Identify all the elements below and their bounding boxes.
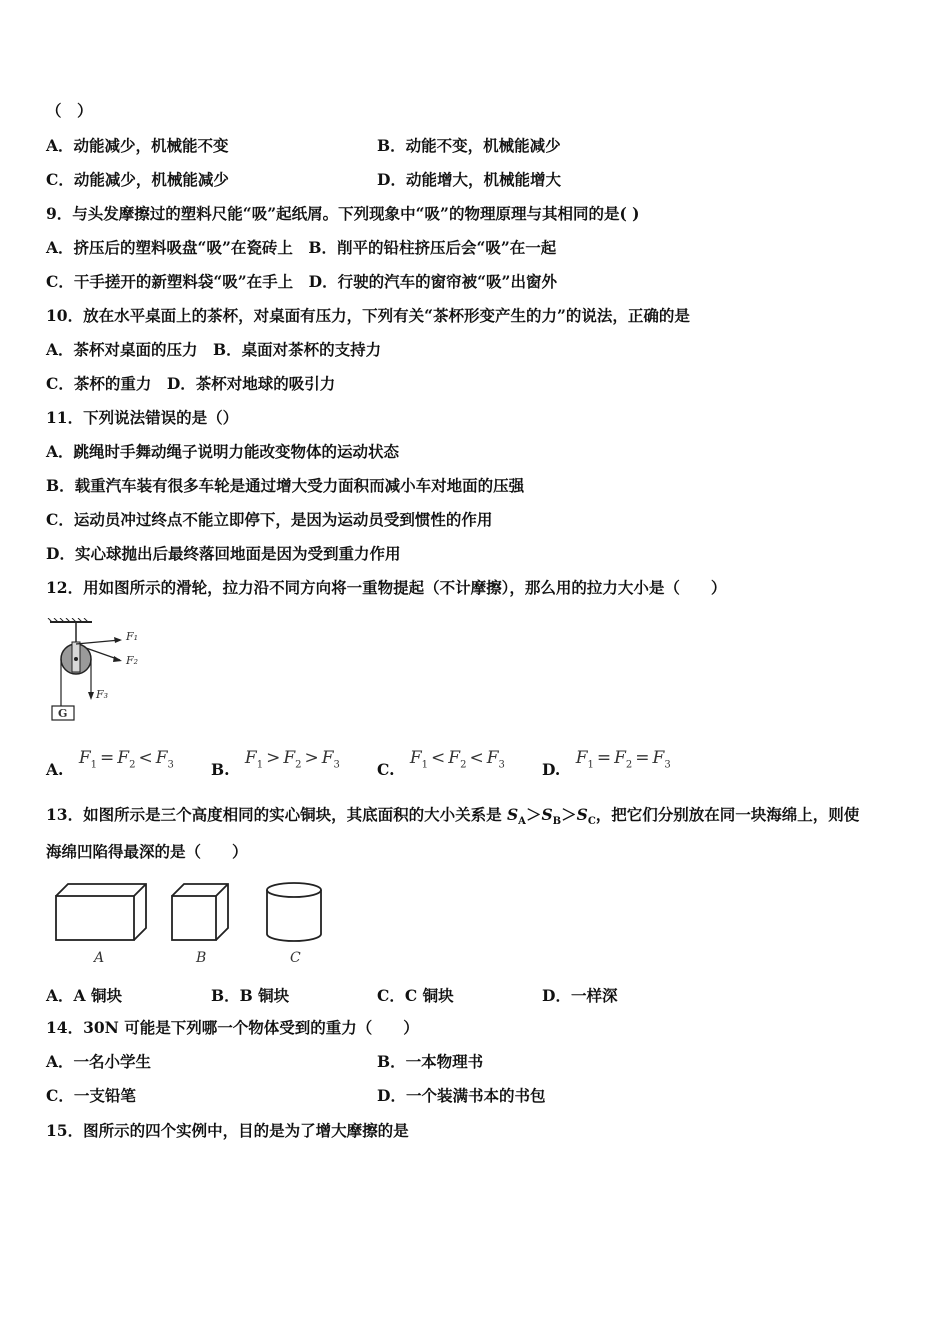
q9-options-cd: C．干手搓开的新塑料袋“吸”在手上 D．行驶的汽车的窗帘被“吸”出窗外 xyxy=(46,272,557,291)
q10-options-ab: A．茶杯对桌面的压力 B．桌面对茶杯的支持力 xyxy=(46,340,382,359)
q11-stem: 11．下列说法错误的是（） xyxy=(46,408,239,427)
q11-option-b: B．载重汽车装有很多车轮是通过增大受力面积而减小车对地面的压强 xyxy=(46,476,525,495)
pulley-figure xyxy=(46,618,146,722)
q12-option-a-letter: A. xyxy=(46,760,64,779)
q15-stem: 15．图所示的四个实例中，目的是为了增大摩擦的是 xyxy=(46,1121,409,1140)
q12-option-c-letter: C. xyxy=(377,760,395,779)
q14-stem: 14．30N 可能是下列哪一个物体受到的重力（ ） xyxy=(46,1018,419,1037)
q14-option-d: D．一个装满书本的书包 xyxy=(377,1086,546,1105)
q8-option-a: A．动能减少，机械能不变 xyxy=(46,136,229,155)
copper-blocks-figure xyxy=(52,880,332,970)
q11-option-c: C．运动员冲过终点不能立即停下，是因为运动员受到惯性的作用 xyxy=(46,510,493,529)
q11-option-a: A．跳绳时手舞动绳子说明力能改变物体的运动状态 xyxy=(46,442,400,461)
q12-stem: 12．用如图所示的滑轮，拉力沿不同方向将一重物提起（不计摩擦），那么用的拉力大小是（ ） xyxy=(46,578,727,597)
q8-paren: （ ） xyxy=(46,101,93,120)
pulley-label-g: G xyxy=(58,707,68,720)
q12-option-a xyxy=(46,748,174,779)
q8-option-c: C．动能减少，机械能减少 xyxy=(46,170,229,189)
q11-option-d: D．实心球抛出后最终落回地面是因为受到重力作用 xyxy=(46,544,401,563)
q12-option-b-letter: B. xyxy=(211,760,230,779)
q10-options-cd: C．茶杯的重力 D．茶杯对地球的吸引力 xyxy=(46,374,336,393)
q9-stem: 9．与头发摩擦过的塑料尺能“吸”起纸屑。下列现象中“吸”的物理原理与其相同的是( ) xyxy=(46,204,640,223)
q12-option-b xyxy=(211,748,340,779)
q12-option-a-formula: $F_1 = F_2 < F_3$ xyxy=(78,748,174,771)
q14-option-b: B．一本物理书 xyxy=(377,1052,484,1071)
q9-options-ab: A．挤压后的塑料吸盘“吸”在瓷砖上 B．削平的铅柱挤压后会“吸”在一起 xyxy=(46,238,557,257)
q13-option-a: A．A 铜块 xyxy=(46,986,122,1005)
q13-stem: 13．如图所示是三个高度相同的实心铜块，其底面积的大小关系是 $S_A>S_B>S_C$，把它们分别放在同一块海绵上，则使 xyxy=(46,805,860,828)
pulley-label-f2: F₂ xyxy=(126,654,139,667)
q13-option-b: B．B 铜块 xyxy=(211,986,290,1005)
q12-option-c xyxy=(377,748,505,779)
q12-option-d-letter: D. xyxy=(542,760,561,779)
q8-option-d: D．动能增大，机械能增大 xyxy=(377,170,561,189)
copper-blocks-diagram xyxy=(52,880,332,950)
q13-stem-line2: 海绵凹陷得最深的是（ ） xyxy=(46,842,248,861)
block-label-b: B xyxy=(196,950,207,966)
q8-option-b: B．动能不变，机械能减少 xyxy=(377,136,561,155)
q14-option-a: A．一名小学生 xyxy=(46,1052,152,1071)
q13-option-d: D．一样深 xyxy=(542,986,618,1005)
q12-option-d-formula: $F_1 = F_2 = F_3$ xyxy=(575,748,671,771)
pulley-label-f1: F₁ xyxy=(126,630,139,643)
block-label-c: C xyxy=(290,950,301,966)
q12-option-b-formula: $F_1 > F_2 > F_3$ xyxy=(244,748,340,771)
block-label-a: A xyxy=(94,950,105,966)
q12-option-c-formula: $F_1 < F_2 < F_3$ xyxy=(409,748,505,771)
q10-stem: 10．放在水平桌面上的茶杯，对桌面有压力，下列有关“茶杯形变产生的力”的说法，正确的是 xyxy=(46,306,690,325)
q14-option-c: C．一支铅笔 xyxy=(46,1086,136,1105)
pulley-label-f3: F₃ xyxy=(96,688,109,701)
q12-option-d xyxy=(542,748,671,779)
q13-option-c: C．C 铜块 xyxy=(377,986,454,1005)
